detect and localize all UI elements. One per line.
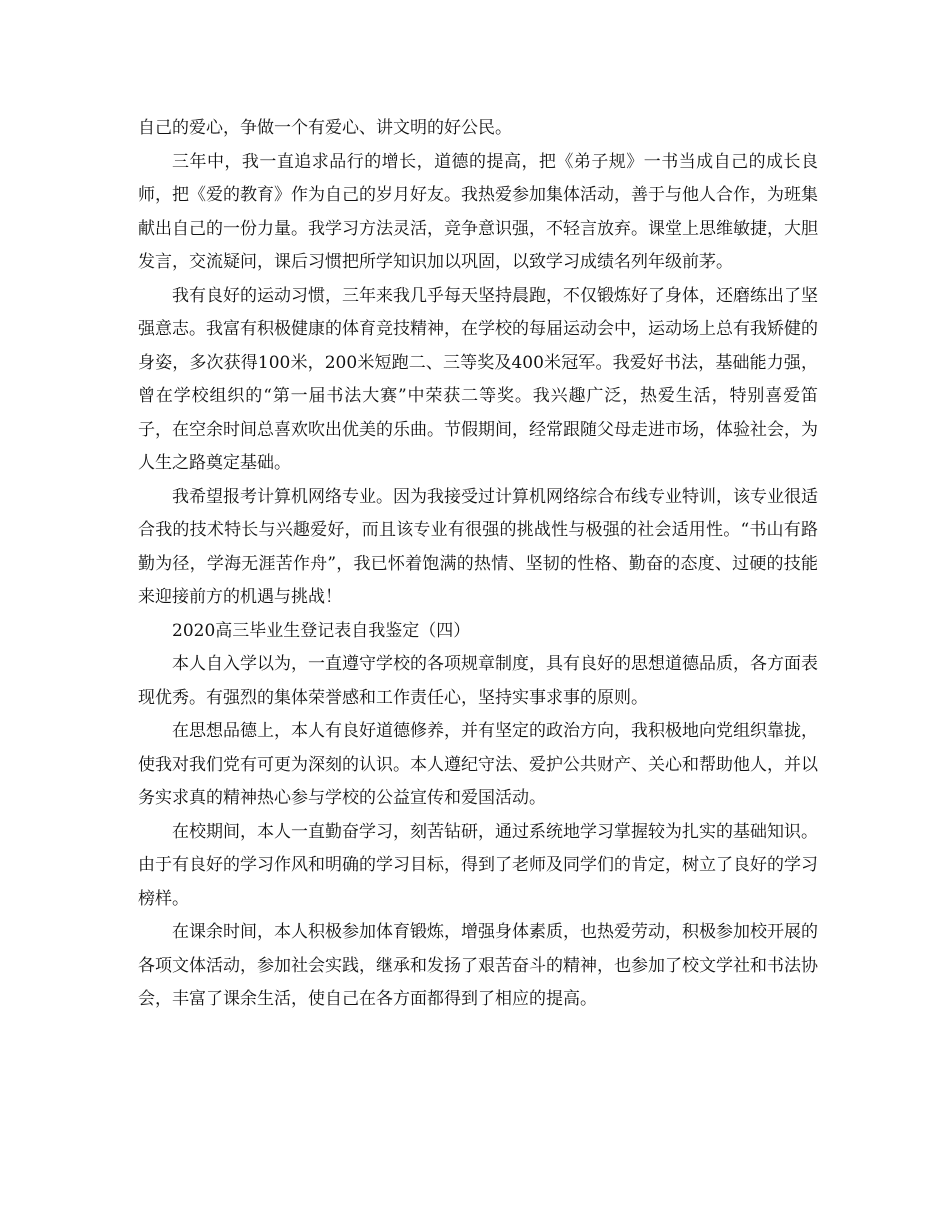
paragraph-continuation: 自己的爱心，争做一个有爱心、讲文明的好公民。 [138,118,512,138]
paragraph-ideology: 在思想品德上，本人有良好道德修养，并有坚定的政治方向，我积极地向党组织靠拢，使我对我们党有可更为深刻的认识。本人遵纪守法、爱护公共财产、关心和帮助他人，并以务实求真的精神热心参与学校的公益宣传和爱国活动。 [138,721,818,808]
section-heading: 2020高三毕业生登记表自我鉴定（四） [172,620,471,641]
paragraph-sports-hobbies: 我有良好的运动习惯，三年来我几乎每天坚持晨跑，不仅锻炼好了身体，还磨练出了坚强意志。我富有积极健康的体育竞技精神，在学校的每届运动会中，运动场上总有我矫健的身姿，多次获得100米，200米短跑二、三等奖及400米冠军。我爱好书法，基础能力强，曾在学校组织的“第一届书法大赛”中荣获二等奖。我兴趣广泛，热爱生活，特别喜爱笛子，在空余时间总喜欢吹出优美的乐曲。节假期间，经常跟随父母走进市场，体验社会，为人生之路奠定基础。 [138,285,818,473]
paragraph-extracurricular: 在课余时间，本人积极参加体育锻炼，增强身体素质，也热爱劳动，积极参加校开展的各项文体活动，参加社会实践，继承和发扬了艰苦奋斗的精神，也参加了校文学社和书法协会，丰富了课余生活，使自己在各方面都得到了相应的提高。 [138,922,818,1009]
paragraph-major-choice: 我希望报考计算机网络专业。因为我接受过计算机网络综合布线专业特训，该专业很适合我的技术特长与兴趣爱好，而且该专业有很强的挑战性与极强的社会适用性。“书山有路勤为径，学海无涯苦作舟”，我已怀着饱满的热情、坚韧的性格、勤奋的态度、过硬的技能来迎接前方的机遇与挑战！ [138,486,818,607]
paragraph-study: 在校期间，本人一直勤奋学习，刻苦钻研，通过系统地学习掌握较为扎实的基础知识。由于有良好的学习作风和明确的学习目标，得到了老师及同学们的肯定，树立了良好的学习榜样。 [138,821,818,909]
document-body [138,112,818,1017]
paragraph-character: 三年中，我一直追求品行的增长，道德的提高，把《弟子规》一书当成自己的成长良师，把《爱的教育》作为自己的岁月好友。我热爱参加集体活动，善于与他人合作，为班集献出自己的一份力量。我学习方法灵活，竞争意识强，不轻言放弃。课堂上思维敏捷，大胆发言，交流疑问，课后习惯把所学知识加以巩固，以致学习成绩名列年级前茅。 [138,151,818,272]
paragraph-intro: 本人自入学以为，一直遵守学校的各项规章制度，具有良好的思想道德品质，各方面表现优秀。有强烈的集体荣誉感和工作责任心，坚持实事求事的原则。 [138,654,818,708]
